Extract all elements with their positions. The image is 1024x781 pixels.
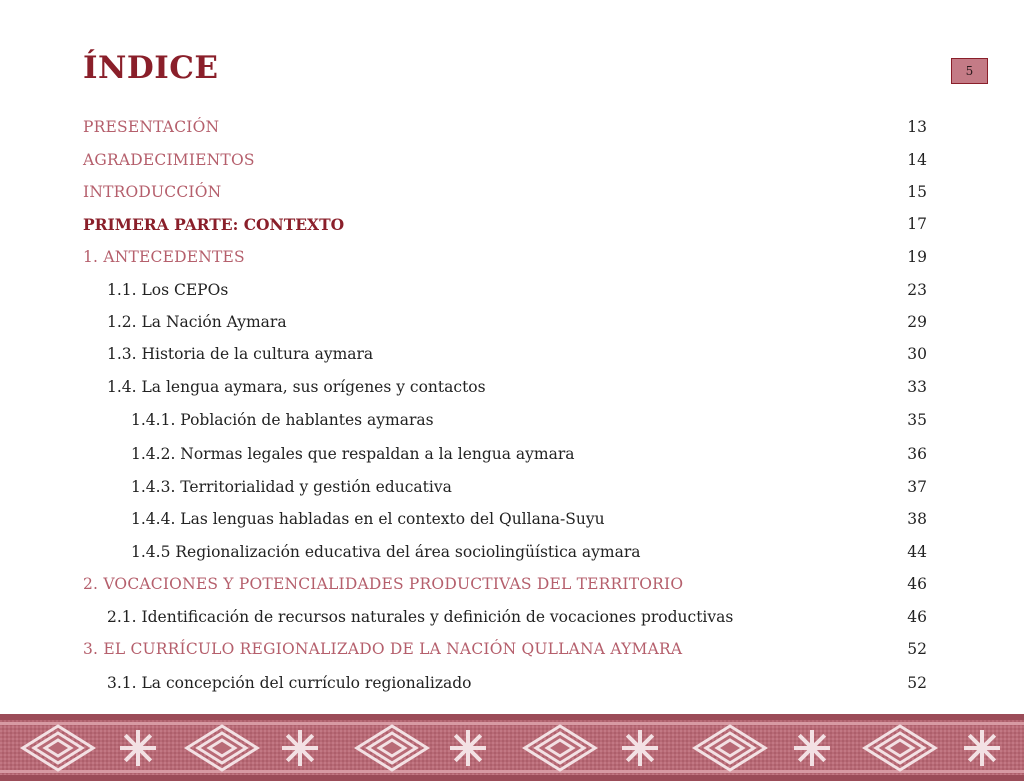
toc-entry-label: 1.4.2. Normas legales que respaldan a la lengua aymara: [131, 445, 575, 463]
toc-entry-label: 1.4. La lengua aymara, sus orígenes y contactos: [107, 378, 486, 396]
toc-entry[interactable]: [0, 281, 1024, 311]
toc-entry-page: 52: [907, 674, 927, 692]
toc-entry-label: 2. VOCACIONES Y POTENCIALIDADES PRODUCTIVAS DEL TERRITORIO: [83, 575, 684, 593]
star-motif-icon: [794, 730, 830, 766]
toc-entry-page: 30: [907, 345, 927, 363]
toc-entry[interactable]: [0, 608, 1024, 638]
toc-entry-page: 36: [907, 445, 927, 463]
toc-entry[interactable]: [0, 183, 1024, 213]
toc-entry[interactable]: [0, 215, 1024, 245]
toc-entry-label: 1.1. Los CEPOs: [107, 281, 229, 299]
star-motif-icon: [622, 730, 658, 766]
toc-entry-page: 35: [907, 411, 927, 429]
toc-entry-page: 17: [907, 215, 927, 233]
page-number-badge: 5: [951, 58, 988, 84]
star-motif-icon: [120, 730, 156, 766]
toc-entry-page: 13: [907, 118, 927, 136]
toc-entry[interactable]: [0, 445, 1024, 475]
toc-entry-page: 33: [907, 378, 927, 396]
toc-entry-label: INTRODUCCIÓN: [83, 183, 222, 201]
toc-entry-label: PRIMERA PARTE: CONTEXTO: [83, 215, 345, 234]
toc-entry-label: 1. ANTECEDENTES: [83, 248, 245, 266]
toc-entry-label: 1.4.5 Regionalización educativa del área sociolingüística aymara: [131, 543, 641, 561]
toc-entry-page: 44: [907, 543, 927, 561]
toc-entry-label: AGRADECIMIENTOS: [83, 151, 255, 169]
toc-entry[interactable]: [0, 248, 1024, 278]
toc-entry-page: 29: [907, 313, 927, 331]
toc-entry-label: PRESENTACIÓN: [83, 118, 220, 136]
page-title: ÍNDICE: [83, 50, 219, 86]
toc-entry[interactable]: [0, 575, 1024, 605]
toc-entry[interactable]: [0, 378, 1024, 408]
toc-entry-page: 15: [907, 183, 927, 201]
toc-entry-page: 23: [907, 281, 927, 299]
star-motif-icon: [450, 730, 486, 766]
star-motif-icon: [964, 730, 1000, 766]
toc-entry-label: 2.1. Identificación de recursos naturales y definición de vocaciones productivas: [107, 608, 734, 626]
toc-entry[interactable]: [0, 510, 1024, 540]
toc-entry[interactable]: [0, 118, 1024, 148]
toc-entry-page: 37: [907, 478, 927, 496]
decorative-textile-banner: [0, 714, 1024, 781]
toc-entry[interactable]: [0, 674, 1024, 704]
toc-entry[interactable]: [0, 345, 1024, 375]
toc-entry-label: 3. EL CURRÍCULO REGIONALIZADO DE LA NACIÓN QULLANA AYMARA: [83, 640, 683, 658]
toc-entry-label: 1.4.1. Población de hablantes aymaras: [131, 411, 434, 429]
toc-entry-label: 1.4.4. Las lenguas habladas en el contexto del Qullana-Suyu: [131, 510, 605, 528]
toc-entry-page: 19: [907, 248, 927, 266]
star-motif-icon: [282, 730, 318, 766]
toc-entry[interactable]: [0, 543, 1024, 573]
toc-entry[interactable]: [0, 478, 1024, 508]
toc-entry-label: 3.1. La concepción del currículo regionalizado: [107, 674, 472, 692]
toc-entry-page: 46: [907, 608, 927, 626]
toc-entry[interactable]: [0, 411, 1024, 441]
toc-entry-label: 1.2. La Nación Aymara: [107, 313, 287, 331]
toc-entry[interactable]: [0, 640, 1024, 670]
toc-entry-label: 1.4.3. Territorialidad y gestión educativa: [131, 478, 452, 496]
toc-entry-page: 14: [907, 151, 927, 169]
toc-entry[interactable]: [0, 313, 1024, 343]
toc-entry-page: 46: [907, 575, 927, 593]
toc-entry[interactable]: [0, 151, 1024, 181]
toc-entry-page: 38: [907, 510, 927, 528]
toc-entry-page: 52: [907, 640, 927, 658]
toc-entry-label: 1.3. Historia de la cultura aymara: [107, 345, 374, 363]
